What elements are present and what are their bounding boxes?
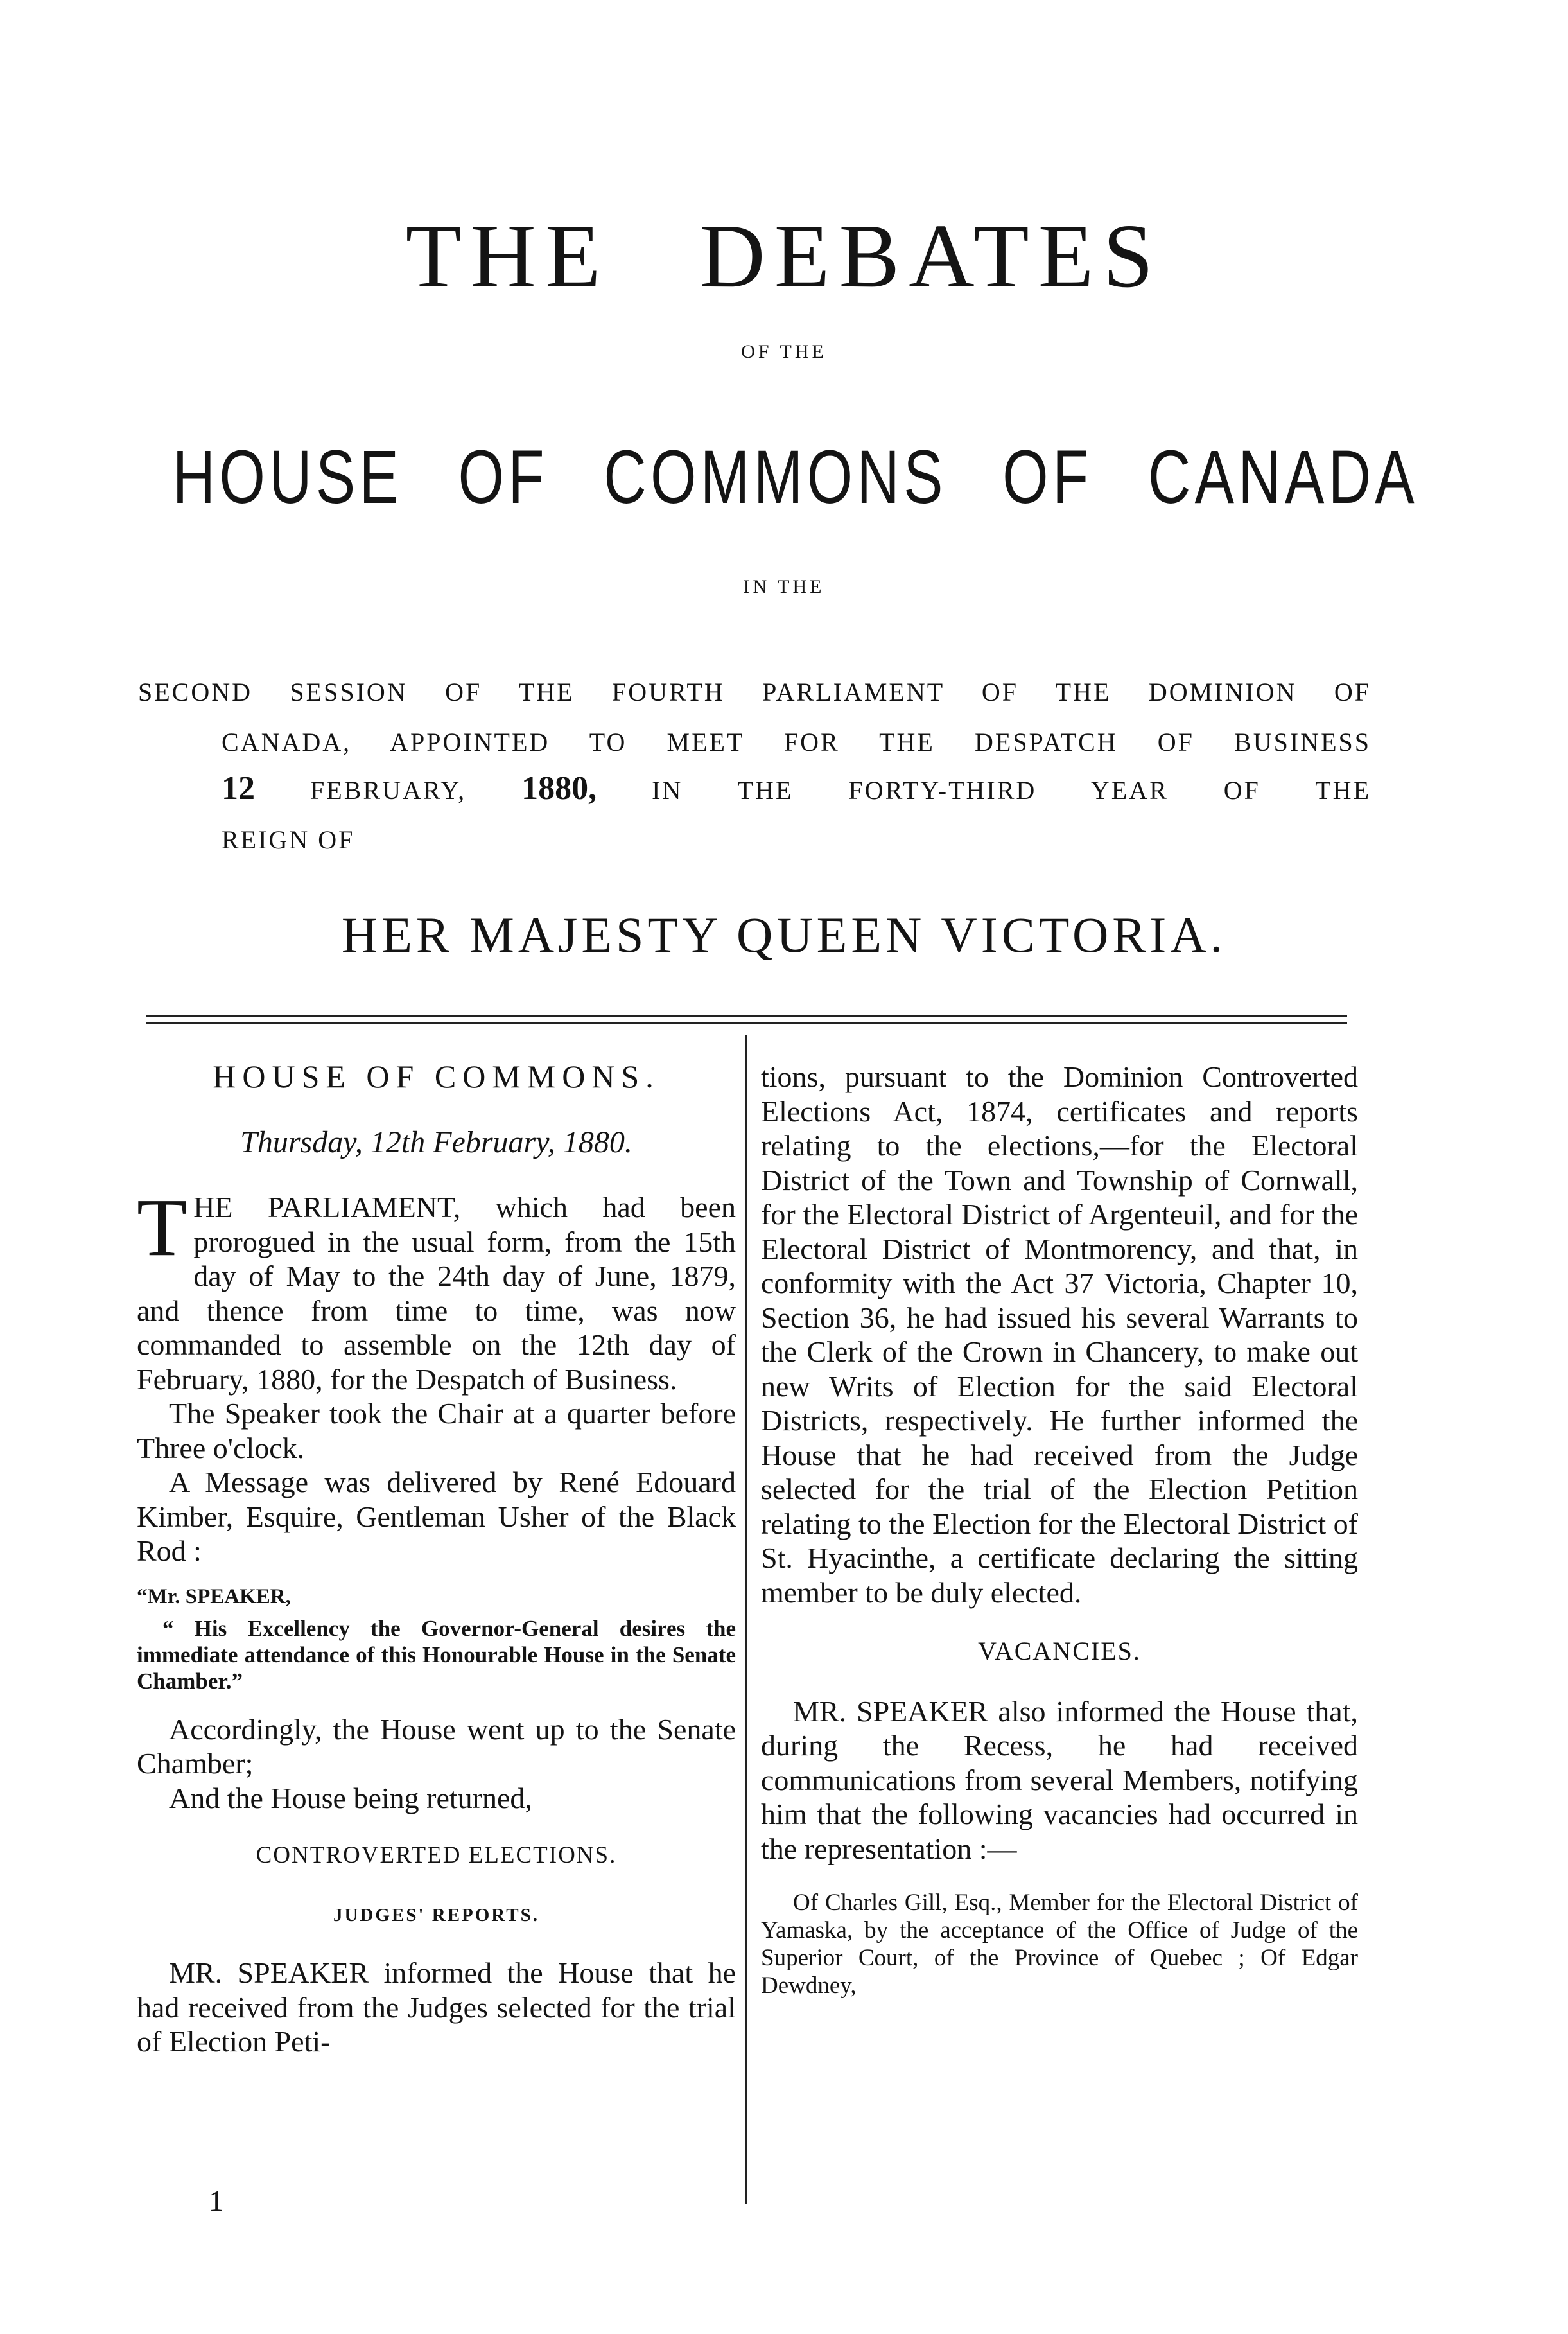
left-column (137, 1060, 736, 2059)
session-line-3 (222, 771, 1371, 809)
speaker-informed-paragraph: MR. SPEAKER informed the House that he had received from the Judges selected for the trial of Election Peti- (137, 1956, 736, 2058)
elections-paragraph: tions, pursuant to the Dominion Controverted Elections Act, 1874, certificates and reports relating to the elections,—for the Electoral District of the Town and Township of Cornwall, for the Electoral District of Argenteuil, and for the Electoral District of Montmorency, and that, in conformity with the Act 37 Victoria, Chapter 10, Section 36, he had issued his several Warrants to the Clerk of the Crown in Chancery, to make out new Writs of Election for the said Electoral Districts, respectively. He further informed the House that he had received from the Judge selected for the trial of the Election Petition relating to the Election for the Electoral District of St. Hyacinthe, a certificate declaring the sitting member to be duly elected. (761, 1060, 1358, 1609)
header-rule-top (146, 1015, 1347, 1017)
header-rule-bottom (146, 1022, 1347, 1024)
quote-body: “ His Excellency the Governor-General desires the immediate attendance of this Honourable House in the Senate Chamber.” (137, 1615, 736, 1694)
majesty-title: HER MAJESTY QUEEN VICTORIA. (341, 907, 1227, 963)
opening-text: HE PARLIAMENT, which had been prorogued in the usual form, from the 15th day of May to the 24th day of June, 1879, and thence from time to time, was now commanded to assemble on the 12th day of February, 1880, for the Despatch of Business. (137, 1191, 736, 1396)
house-title: HOUSE OF COMMONS OF CANADA (172, 435, 1418, 520)
quote-salutation: “Mr. SPEAKER, (137, 1584, 291, 1608)
session-line-1: SECOND SESSION OF THE FOURTH PARLIAMENT OF THE DOMINION OF (138, 678, 1371, 706)
vacancies-paragraph: MR. SPEAKER also informed the House that, during the Recess, he had received communications from several Members, notifying him that the following vacancies had occurred in the representation :— (761, 1694, 1358, 1865)
title: THE DEBATES (405, 205, 1163, 306)
house-of-commons-heading: HOUSE OF COMMONS. (213, 1058, 660, 1094)
drop-cap: T (137, 1182, 187, 1273)
sitting-date: Thursday, 12th February, 1880. (240, 1125, 632, 1159)
session-line-4: REIGN OF (222, 825, 355, 854)
subtitle-in-the: IN THE (743, 576, 825, 597)
vacancy-details: Of Charles Gill, Esq., Member for the Electoral District of Yamaska, by the acceptance of the Office of Judge of the Superior Court, of the Province of Quebec ; Of Edgar Dewdney, (761, 1890, 1358, 1999)
session-year: 1880, (521, 770, 597, 807)
senate-paragraph: Accordingly, the House went up to the Senate Chamber; (137, 1712, 736, 1780)
session-month: FEBRUARY, (310, 776, 467, 805)
session-rest: IN THE FORTY-THIRD YEAR OF THE (652, 776, 1371, 805)
opening-paragraph (137, 1182, 736, 1396)
right-column (761, 1060, 1358, 1999)
session-line-2: CANADA, APPOINTED TO MEET FOR THE DESPATCH OF BUSINESS (222, 728, 1371, 757)
controverted-elections-heading: CONTROVERTED ELECTIONS. (256, 1842, 617, 1868)
speaker-chair-paragraph: The Speaker took the Chair at a quarter before Three o'clock. (137, 1397, 736, 1464)
vacancies-heading: VACANCIES. (978, 1636, 1141, 1665)
page-number: 1 (209, 2184, 223, 2217)
returned-paragraph: And the House being returned, (169, 1781, 532, 1814)
column-divider (745, 1035, 747, 2204)
message-paragraph: A Message was delivered by René Edouard Kimber, Esquire, Gentleman Usher of the Black Rod : (137, 1466, 736, 1567)
judges-reports-heading: JUDGES' REPORTS. (333, 1904, 539, 1926)
session-day: 12 (222, 770, 255, 807)
subtitle-of-the: OF THE (741, 341, 827, 362)
